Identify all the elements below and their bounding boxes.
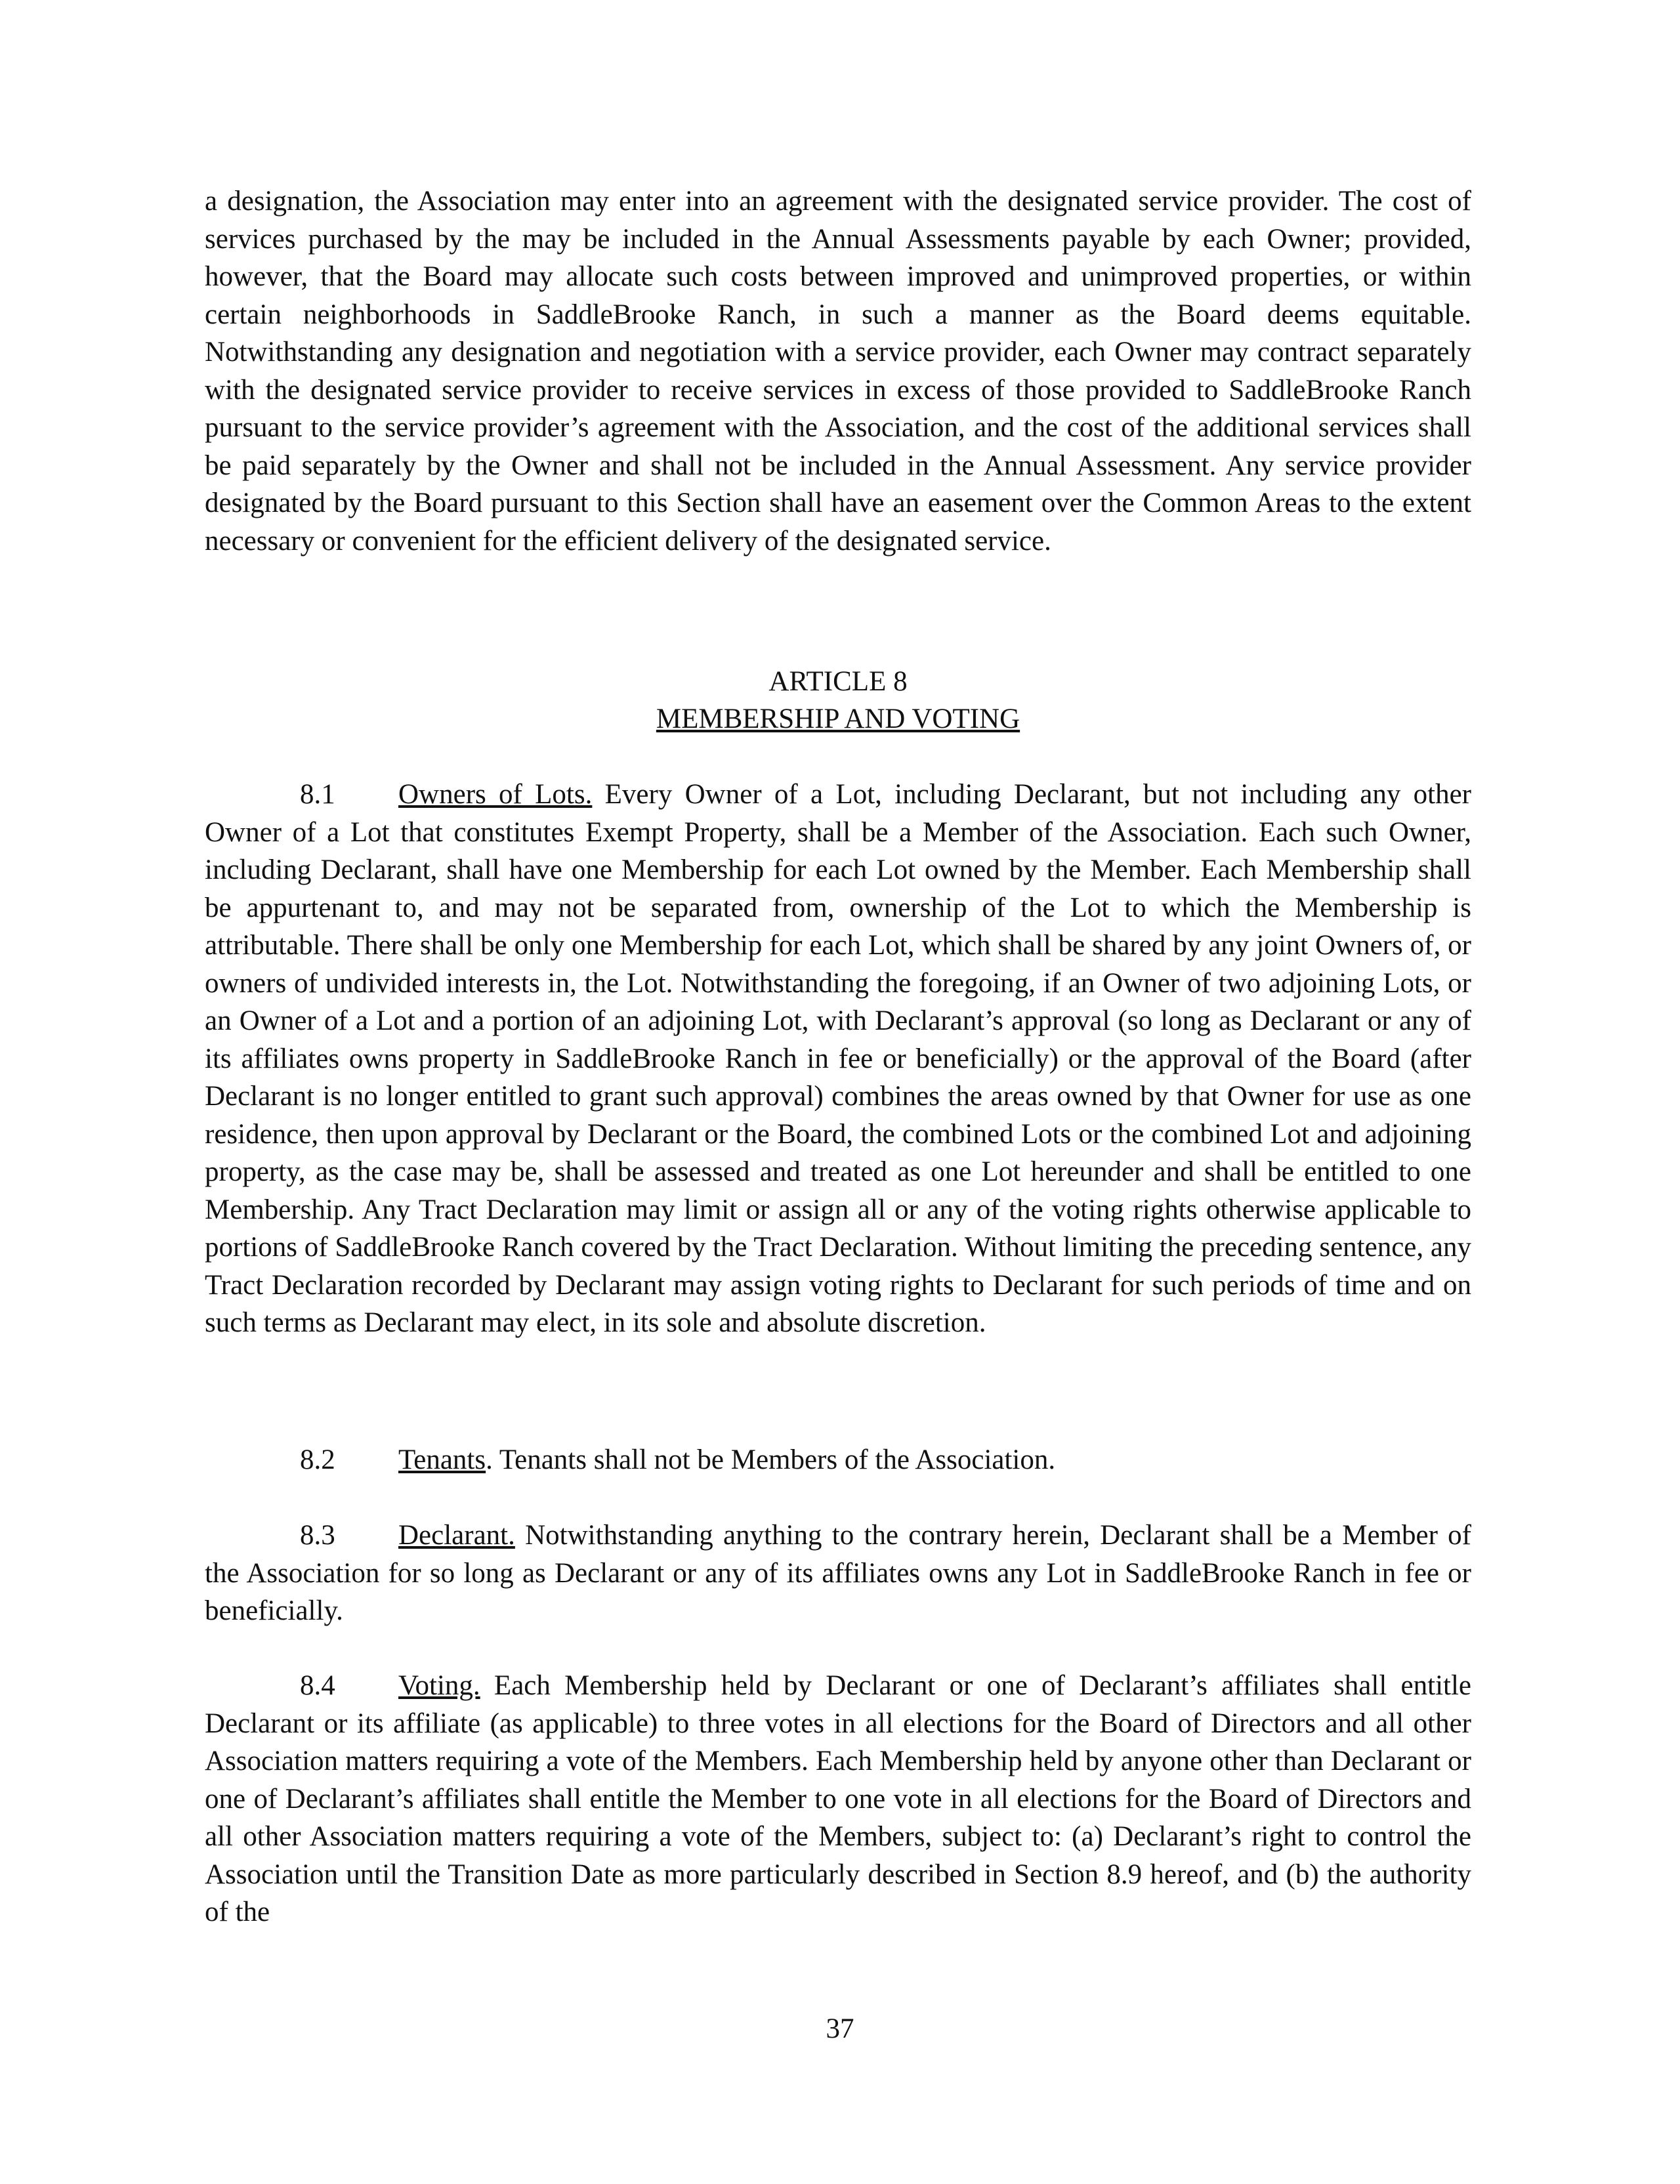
section-heading: Voting. [398,1670,480,1701]
section-8-1 [205,776,1471,1342]
page-number: 37 [826,2013,854,2044]
section-text: Notwithstanding anything to the contrary herein, Declarant shall be a Member of the Association for so long as Declarant or any of its affiliates owns any Lot in SaddleBrooke Ranch in fee or beneficially. [205,1520,1472,1626]
section-heading: Tenants [398,1444,486,1475]
section-8-2 [205,1441,1471,1479]
section-text: . Tenants shall not be Members of the Association. [486,1444,1056,1475]
section-number: 8.4 [300,1670,335,1701]
section-number: 8.1 [300,779,335,810]
section-number: 8.2 [300,1444,335,1475]
section-heading: Declarant. [398,1520,515,1551]
article-number: ARTICLE 8 [768,666,908,697]
section-8-3 [205,1517,1471,1630]
section-text: Each Membership held by Declarant or one of Declarant’s affiliates shall entitle Declarant or its affiliate (as applicable) to three votes in all elections for the Board of Directors and all other Association matters requiring a vote of the Members. Each Membership held by anyone other than Declarant or one of Declarant’s affiliates shall entitle the Member to one vote in all elections for the Board of Directors and all other Association matters requiring a vote of the Members, subject to: (a) Declarant’s right to control the Association until the Transition Date as more particularly described in Section 8.9 hereof, and (b) the authority of the [205,1670,1471,1927]
section-number: 8.3 [300,1520,335,1551]
intro-paragraph: a designation, the Association may enter into an agreement with the designated service provider. The cost of services purchased by the may be included in the Annual Assessments payable by each Owner; provided, however, that the Board may allocate such costs between improved and unimproved properties, or within certain neighborhoods in SaddleBrooke Ranch, in such a manner as the Board deems equitable. Notwithstanding any designation and negotiation with a service provider, each Owner may contract separately with the designated service provider to receive services in excess of those provided to SaddleBrooke Ranch pursuant to the service provider’s agreement with the Association, and the cost of the additional services shall be paid separately by the Owner and shall not be included in the Annual Assessment. Any service provider designated by the Board pursuant to this Section shall have an easement over the Common Areas to the extent necessary or convenient for the efficient delivery of the designated service. [205,186,1471,556]
section-8-4 [205,1667,1471,1931]
section-text: Every Owner of a Lot, including Declarant, but not including any other Owner of a Lot that constitutes Exempt Property, shall be a Member of the Association. Each such Owner, including Declarant, shall have one Membership for each Lot owned by the Member. Each Membership shall be appurtenant to, and may not be separated from, ownership of the Lot to which the Membership is attributable. There shall be only one Membership for each Lot, which shall be shared by any joint Owners of, or owners of undivided interests in, the Lot. Notwithstanding the foregoing, if an Owner of two adjoining Lots, or an Owner of a Lot and a portion of an adjoining Lot, with Declarant’s approval (so long as Declarant or any of its affiliates owns property in SaddleBrooke Ranch in fee or beneficially) or the approval of the Board (after Declarant is no longer entitled to grant such approval) combines the areas owned by that Owner for use as one residence, then upon approval by Declarant or the Board, the combined Lots or the combined Lot and adjoining property, as the case may be, shall be assessed and treated as one Lot hereunder and shall be entitled to one Membership. Any Tract Declaration may limit or assign all or any of the voting rights otherwise applicable to portions of SaddleBrooke Ranch covered by the Tract Declaration. Without limiting the preceding sentence, any Tract Declaration recorded by Declarant may assign voting rights to Declarant for such periods of time and on such terms as Declarant may elect, in its sole and absolute discretion. [205,779,1471,1338]
article-title: MEMBERSHIP AND VOTING [656,704,1020,734]
section-heading: Owners of Lots. [398,779,593,810]
